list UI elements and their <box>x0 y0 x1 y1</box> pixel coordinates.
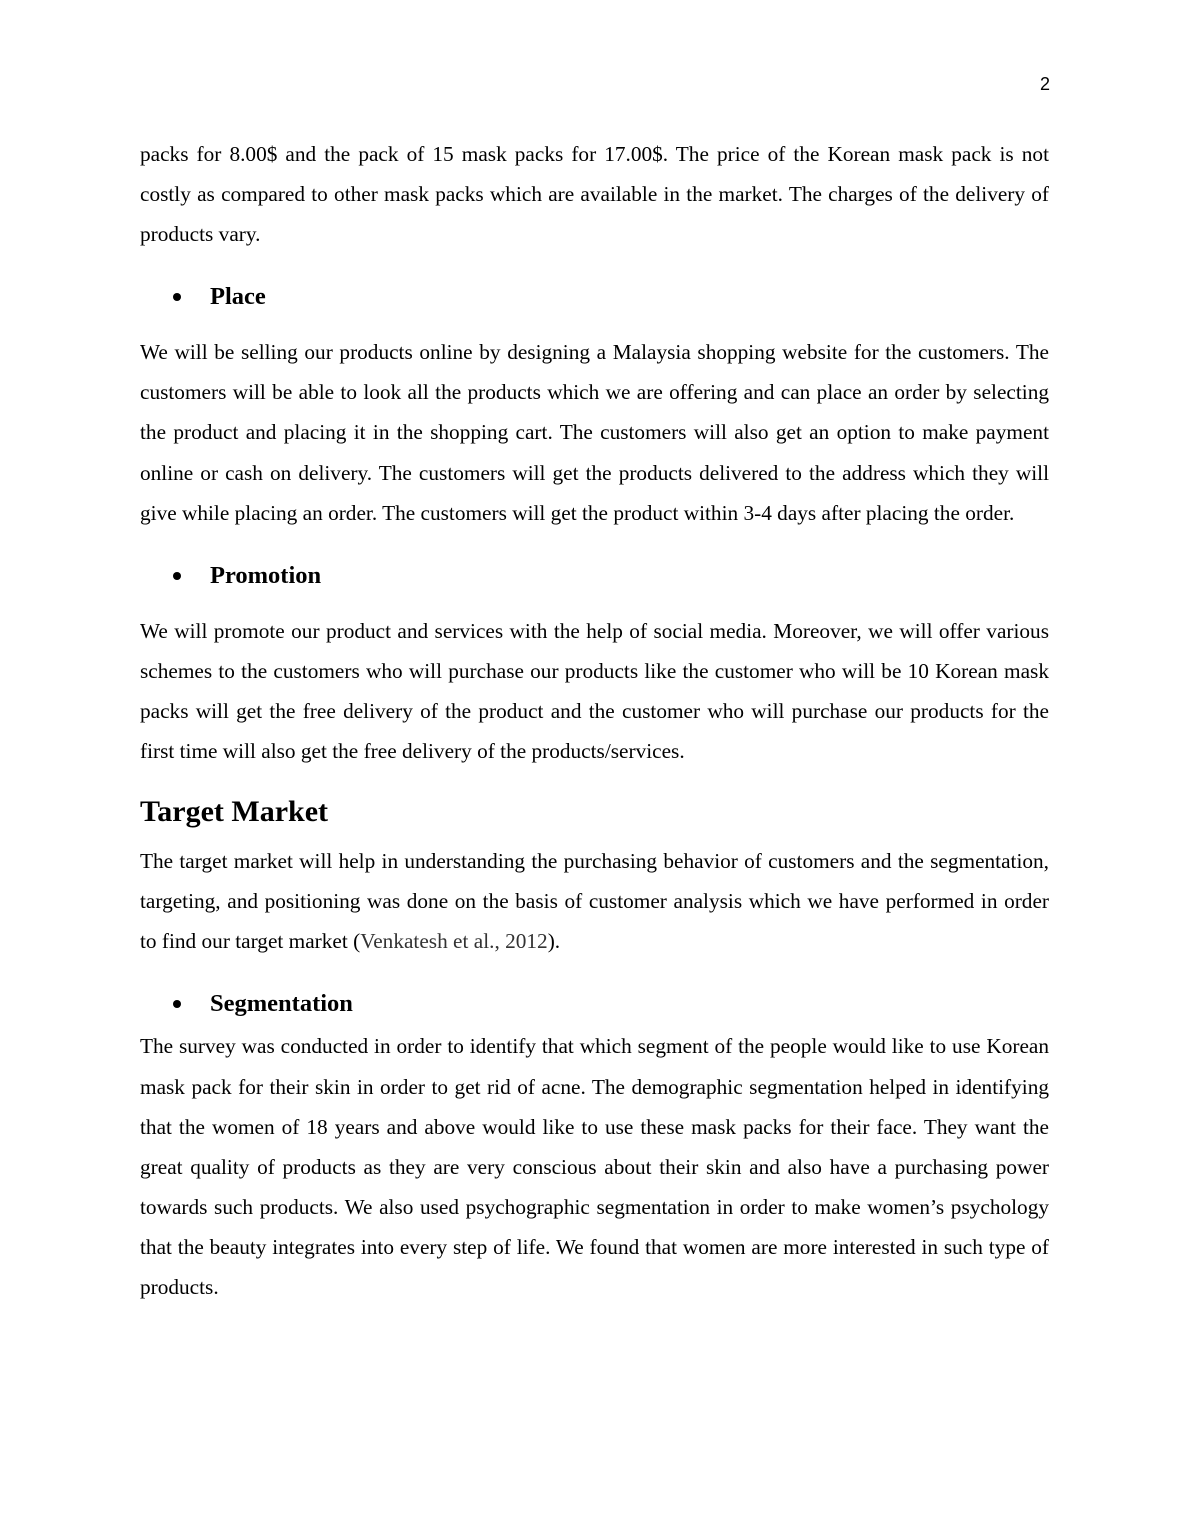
citation-link[interactable]: Venkatesh et al., 2012 <box>360 929 548 954</box>
promotion-paragraph: We will promote our product and services with the help of social media. Moreover, we will offer various schemes to the customers who will purchase our products like the customer who will be 10 Korean mask packs will get the free delivery of the product and the customer who will purchase our products for the first time will also get the free delivery of the products/services. <box>140 618 1049 764</box>
segmentation-heading-label: Segmentation <box>210 990 353 1018</box>
place-heading <box>173 281 1049 313</box>
target-market-paragraph <box>140 841 1049 961</box>
bullet-icon <box>173 293 181 301</box>
bullet-icon <box>173 572 181 580</box>
bullet-icon <box>173 1000 181 1008</box>
target-market-text: The target market will help in understanding the purchasing behavior of customers and the segmentation, targeting, and positioning was done on the basis of customer analysis which we have performed in order to find our target market ( <box>140 849 1049 954</box>
promotion-heading <box>173 560 1049 592</box>
target-market-heading: Target Market <box>140 795 328 829</box>
place-heading-label: Place <box>210 283 266 311</box>
place-paragraph: We will be selling our products online by designing a Malaysia shopping website for the customers. The customers will be able to look all the products which we are offering and can place an order by selecting the product and placing it in the shopping cart. The customers will also get an option to make payment online or cash on delivery. The customers will get the products delivered to the address which they will give while placing an order. The customers will get the product within 3-4 days after placing the order. <box>140 340 1049 525</box>
target-market-text-end: ). <box>547 929 561 954</box>
document-body <box>140 134 1049 1307</box>
segmentation-paragraph: The survey was conducted in order to identify that which segment of the people would like to use Korean mask pack for their skin in order to get rid of acne. The demographic segmentation helped in identifying that the women of 18 years and above would like to use these mask packs for their face. They want the great quality of products as they are very conscious about their skin and also have a purchasing power towards such products. We also used psychographic segmentation in order to make women’s psychology that the beauty integrates into every step of life. We found that women are more interested in such type of products. <box>140 1034 1049 1299</box>
page-number: 2 <box>1039 74 1050 94</box>
segmentation-heading <box>173 988 1049 1020</box>
promotion-heading-label: Promotion <box>210 561 322 589</box>
intro-paragraph: packs for 8.00$ and the pack of 15 mask packs for 17.00$. The price of the Korean mask pack is not costly as compared to other mask packs which are available in the market. The charges of the delivery of products vary. <box>140 142 1049 247</box>
